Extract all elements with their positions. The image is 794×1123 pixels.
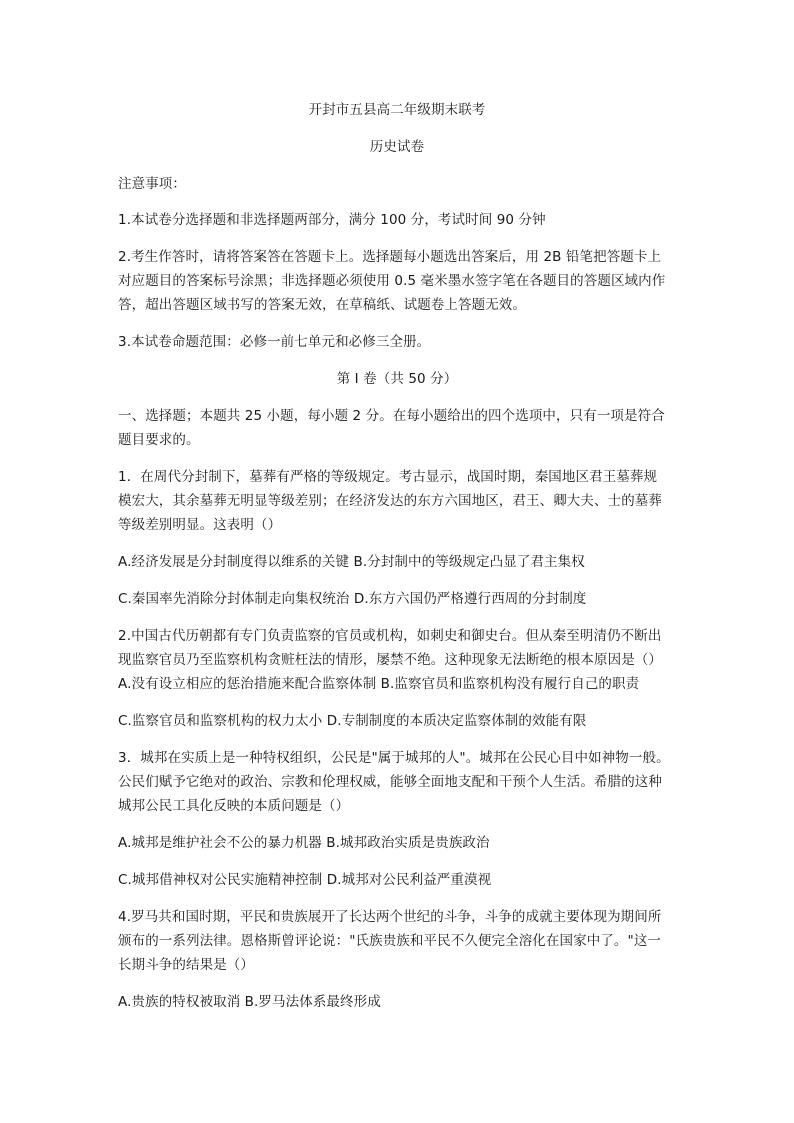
question-1-options-cd: C.秦国率先消除分封体制走向集权统治 D.东方六国仍严格遵行西周的分封制度	[118, 591, 587, 607]
question-2-line-1: 2.中国古代历朝都有专门负责监察的官员或机构，如刺史和御史台。但从秦至明清仍不断出	[118, 628, 662, 644]
question-4-line-1: 4.罗马共和国时期，平民和贵族展开了长达两个世纪的斗争，斗争的成就主要体现为期间所	[118, 909, 662, 925]
section-intro-line-1: 一、选择题；本题共 25 小题，每小题 2 分。在每小题给出的四个选项中，只有一项是符合	[118, 408, 665, 424]
question-3-options-cd: C.城邦借神权对公民实施精神控制 D.城邦对公民利益严重漠视	[118, 872, 492, 888]
question-1-line-3: 等级差别明显。这表明（）	[118, 517, 282, 533]
question-3-line-3: 城邦公民工具化反映的本质问题是（）	[118, 798, 350, 814]
question-4-options-ab: A.贵族的特权被取消 B.罗马法体系最终形成	[118, 994, 381, 1010]
notes-item-2-line-1: 2.考生作答时，请将答案答在答题卡上。选择题每小题选出答案后，用 2B 铅笔把答题卡上	[118, 249, 662, 265]
question-4-line-3: 长期斗争的结果是（）	[118, 957, 254, 973]
question-3-line-1: 3．城邦在实质上是一种特权组织，公民是"属于城邦的人"。城邦在公民心目中如神物一般。	[118, 750, 670, 766]
notes-heading: 注意事项：	[118, 176, 186, 192]
section-title: 第 I 卷（共 50 分）	[336, 371, 458, 387]
notes-item-2-line-3: 答，超出答题区域书写的答案无效，在草稿纸、试题卷上答题无效。	[118, 297, 526, 313]
question-3-line-2: 公民们赋予它绝对的政治、宗教和伦理权威，能够全面地支配和干预个人生活。希腊的这种	[118, 774, 662, 790]
exam-title: 开封市五县高二年级期末联考	[308, 102, 486, 118]
notes-item-3: 3.本试卷命题范围：必修一前七单元和必修三全册。	[118, 334, 431, 350]
question-2-line-2: 现监察官员乃至监察机构贪赃枉法的情形，屡禁不绝。这种现象无法断绝的根本原因是（）	[118, 652, 662, 668]
question-2-options-cd: C.监察官员和监察机构的权力太小 D.专制制度的本质决定监察体制的效能有限	[118, 713, 587, 729]
question-4-line-2: 颁布的一系列法律。恩格斯曾评论说："氏族贵族和平民不久便完全溶化在国家中了。"这一	[118, 933, 662, 949]
exam-subject: 历史试卷	[369, 139, 425, 155]
question-1-line-2: 模宏大，其余墓葬无明显等级差别；在经济发达的东方六国地区，君王、卿大夫、士的墓葬	[118, 493, 662, 509]
question-2-options-ab: A.没有设立相应的惩治措施来配合监察体制 B.监察官员和监察机构没有履行自己的职责	[118, 676, 640, 692]
question-1-line-1: 1．在周代分封制下，墓葬有严格的等级规定。考古显示，战国时期，秦国地区君王墓葬规	[118, 469, 658, 485]
notes-item-2-line-2: 对应题目的答案标号涂黑；非选择题必须使用 0.5 毫米墨水签字笔在各题目的答题区域内作	[118, 273, 666, 289]
question-3-options-ab: A.城邦是维护社会不公的暴力机器 B.城邦政治实质是贵族政治	[118, 835, 490, 851]
notes-item-1: 1.本试卷分选择题和非选择题两部分，满分 100 分，考试时间 90 分钟	[118, 212, 546, 228]
question-1-options-ab: A.经济发展是分封制度得以维系的关键 B.分封制中的等级规定凸显了君主集权	[118, 554, 585, 570]
section-intro-line-2: 题目要求的。	[118, 432, 200, 448]
